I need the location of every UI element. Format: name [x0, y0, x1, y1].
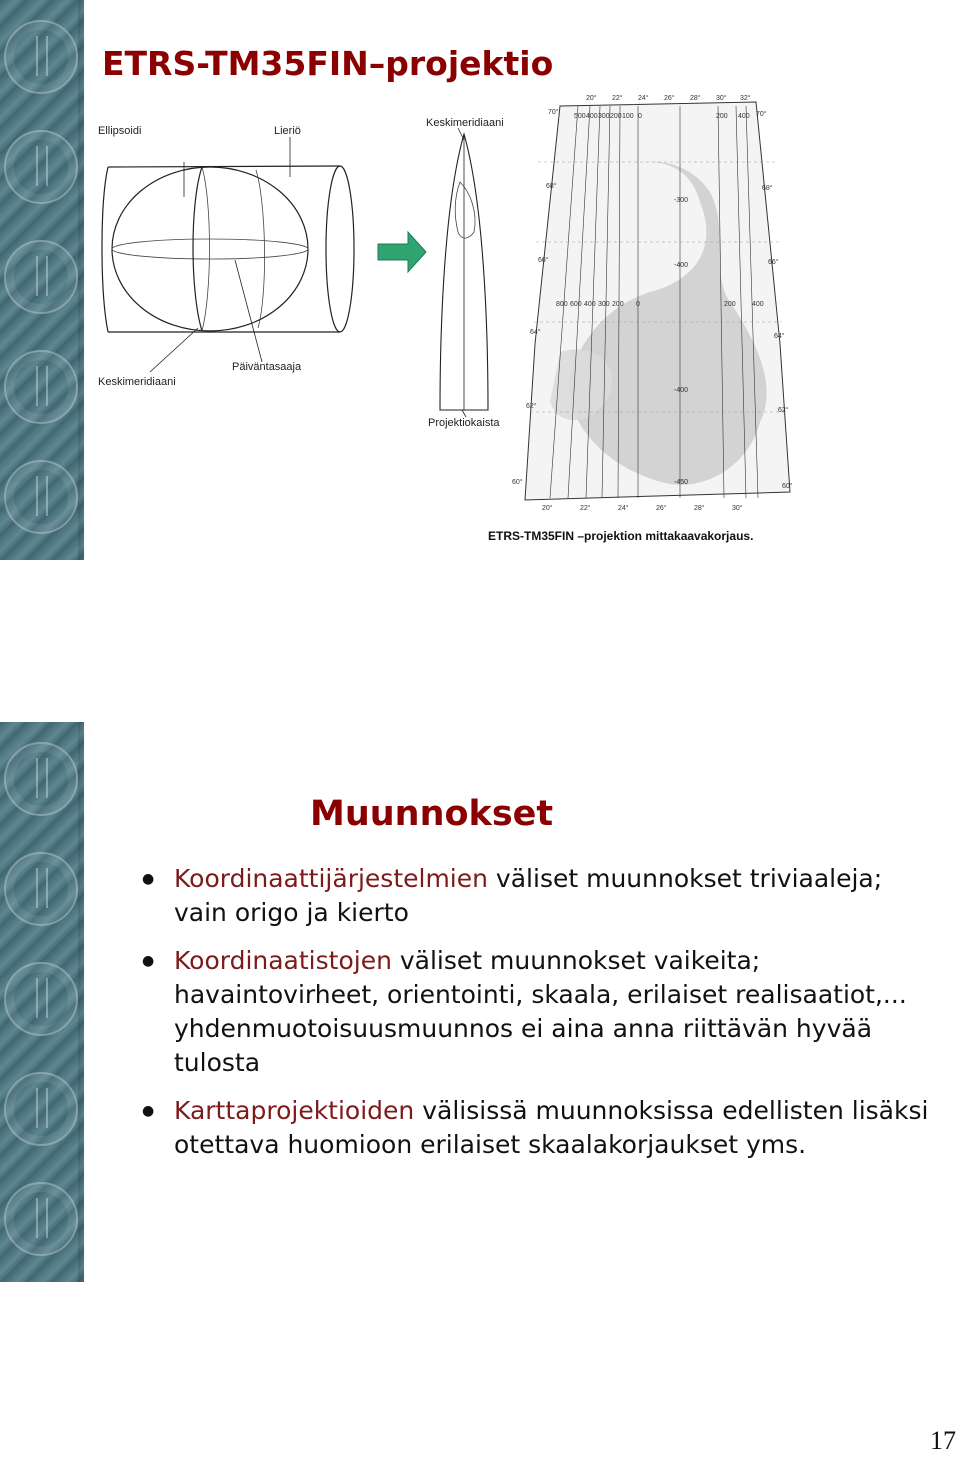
bullet-text: väliset muunnokset vaikeita; havaintovirheet, orientointi, skaala, erilaiset realisaatiot,... yhdenmuotoisuusmuunnos ei aina anna riittävän hyvää tulosta	[174, 946, 907, 1077]
seal-icon	[4, 240, 78, 314]
tick-label: 100	[622, 113, 634, 120]
tick-label: 200	[724, 301, 736, 308]
tick-label: 26°	[664, 95, 675, 102]
seal-icon	[4, 962, 78, 1036]
bullet-keyword: Koordinaattijärjestelmien	[174, 864, 488, 893]
tick-label: 66°	[768, 259, 779, 266]
bullet-text: väliset muunnokset triviaaleja; vain origo ja kierto	[174, 864, 883, 927]
decorative-seal-band	[0, 722, 84, 1282]
seal-icon	[4, 130, 78, 204]
tick-label: 400	[738, 113, 750, 120]
slide-title: ETRS-TM35FIN–projektio	[102, 44, 554, 83]
tick-label: 60°	[512, 479, 523, 486]
tick-label: 400	[584, 301, 596, 308]
bullet-text: välisissä muunnoksissa edellisten lisäksi otettava huomioon erilaiset skaalakorjaukset yms.	[174, 1096, 929, 1159]
slide-title: Muunnokset	[310, 794, 554, 834]
tick-label: 800	[556, 301, 568, 308]
tick-label: 400	[586, 113, 598, 120]
seal-icon	[4, 852, 78, 926]
seal-icon	[4, 1182, 78, 1256]
bullet-item	[140, 944, 940, 1080]
label-central-meridian: Keskimeridiaani	[98, 376, 176, 388]
bullet-keyword: Karttaprojektioiden	[174, 1096, 415, 1125]
tick-label: 28°	[690, 95, 701, 102]
tick-label: 22°	[580, 505, 591, 512]
tick-label: 600	[570, 301, 582, 308]
tick-label: 66°	[538, 257, 549, 264]
bullet-icon: ●	[142, 1103, 155, 1119]
tick-label: 70°	[548, 109, 559, 116]
tick-label: 24°	[638, 95, 649, 102]
tick-label: -300	[674, 197, 689, 204]
bullet-item	[140, 862, 940, 930]
label-central-meridian-top: Keskimeridiaani	[426, 117, 504, 129]
bullet-keyword: Koordinaatistojen	[174, 946, 392, 975]
label-projection-strip: Projektiokaista	[428, 417, 500, 429]
tick-label: -400	[674, 262, 689, 269]
tick-label: 32°	[740, 95, 751, 102]
figure-caption: ETRS-TM35FIN –projektion mittakaavakorjaus.	[488, 529, 754, 543]
bullet-list	[140, 862, 940, 1176]
tick-label: 64°	[530, 329, 541, 336]
tick-label: 200	[610, 113, 622, 120]
tick-label: -400	[674, 387, 689, 394]
bullet-item	[140, 1094, 940, 1162]
tick-label: 30°	[716, 95, 727, 102]
tick-label: 30°	[732, 505, 743, 512]
top-longitude-labels	[586, 94, 751, 102]
tick-label: 68°	[762, 185, 773, 192]
seal-icon	[4, 1072, 78, 1146]
bullet-icon: ●	[142, 953, 155, 969]
tick-label: 0	[636, 301, 640, 308]
slide-transformations	[0, 722, 960, 1282]
tick-label: -450	[674, 479, 689, 486]
tick-label: 300	[598, 113, 610, 120]
tick-label: 22°	[612, 95, 623, 102]
tick-label: 0	[638, 113, 642, 120]
projection-strip-diagram	[440, 128, 488, 417]
tick-label: 70°	[756, 111, 767, 118]
tick-label: 64°	[774, 333, 785, 340]
seal-icon	[4, 742, 78, 816]
tick-label: 62°	[778, 407, 789, 414]
bottom-longitude-labels	[542, 504, 743, 512]
tick-label: 200	[612, 301, 624, 308]
seal-icon	[4, 20, 78, 94]
seal-icon	[4, 460, 78, 534]
tick-label: 200	[716, 113, 728, 120]
seal-icon	[4, 350, 78, 424]
tick-label: 62°	[526, 403, 537, 410]
slide-projection	[0, 0, 960, 560]
tick-label: 20°	[586, 95, 597, 102]
tick-label: 400	[752, 301, 764, 308]
label-ellipsoid: Ellipsoidi	[98, 125, 142, 137]
label-equator: Päiväntasaaja	[232, 361, 302, 373]
tick-label: 28°	[694, 505, 705, 512]
tick-label: 300	[598, 301, 610, 308]
tick-label: 60°	[782, 483, 793, 490]
tick-label: 68°	[546, 183, 557, 190]
projection-figure	[90, 92, 793, 552]
decorative-seal-band	[0, 0, 84, 560]
bullet-icon: ●	[142, 871, 155, 887]
tick-label: 24°	[618, 505, 629, 512]
label-cylinder: Lieriö	[274, 125, 301, 137]
page-number: 17	[930, 1426, 956, 1455]
ellipsoid-cylinder-diagram	[102, 137, 354, 372]
tick-label: 26°	[656, 505, 667, 512]
tick-label: 20°	[542, 505, 553, 512]
tick-label: 500	[574, 113, 586, 120]
arrow-right-icon	[378, 232, 426, 272]
